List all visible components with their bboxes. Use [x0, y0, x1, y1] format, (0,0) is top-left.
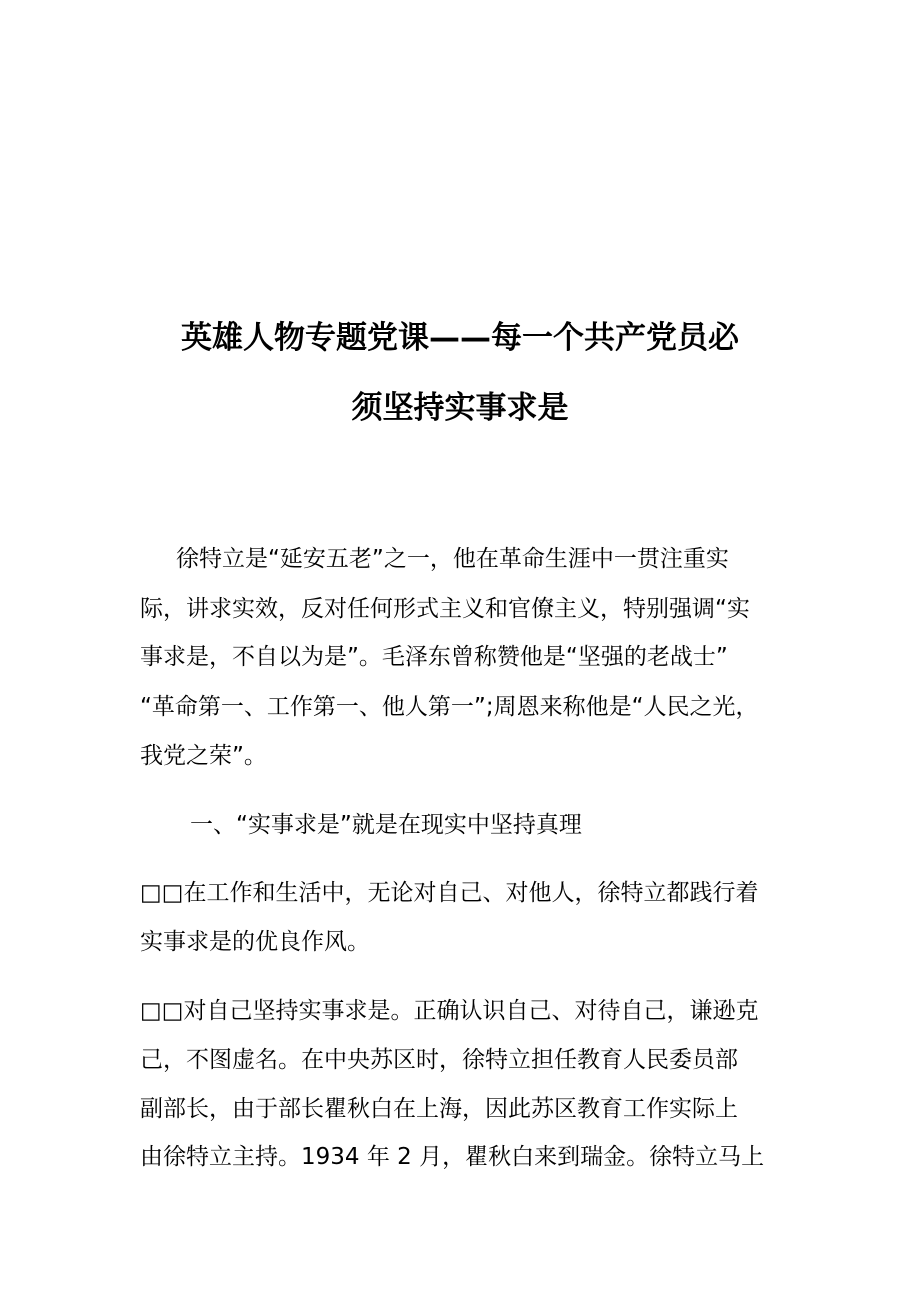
document-title-line-1: 英雄人物专题党课——每一个共产党员必: [181, 320, 739, 356]
intro-line: 际，讲求实效，反对任何形式主义和官僚主义，特别强调“实: [140, 596, 750, 622]
paragraph-line: 己，不图虚名。在中央苏区时，徐特立担任教育人民委员部: [140, 1047, 738, 1073]
document-title-line-2: 须坚持实事求是: [351, 390, 569, 426]
intro-line: 徐特立是“延安五老”之一，他在革命生涯中一贯注重实: [176, 546, 729, 572]
paragraph-line: 副部长，由于部长瞿秋白在上海，因此苏区教育工作实际上: [140, 1096, 738, 1122]
paragraph-line: □□对自己坚持实事求是。正确认识自己、对待自己，谦逊克: [140, 998, 759, 1024]
paragraph-line: □□在工作和生活中，无论对自己、对他人，徐特立都践行着: [140, 880, 759, 906]
paragraph-line: 实事求是的优良作风。: [140, 929, 370, 955]
intro-line: 事求是，不自以为是”。毛泽东曾称赞他是“坚强的老战士”: [140, 644, 728, 670]
intro-line: 我党之荣”。: [140, 743, 267, 769]
section-heading: 一、“实事求是”就是在现实中坚持真理: [190, 812, 582, 838]
paragraph-line: 由徐特立主持。1934 年 2 月，瞿秋白来到瑞金。徐特立马上: [140, 1144, 765, 1170]
intro-line: “革命第一、工作第一、他人第一”;周恩来称他是“人民之光，: [140, 694, 759, 720]
